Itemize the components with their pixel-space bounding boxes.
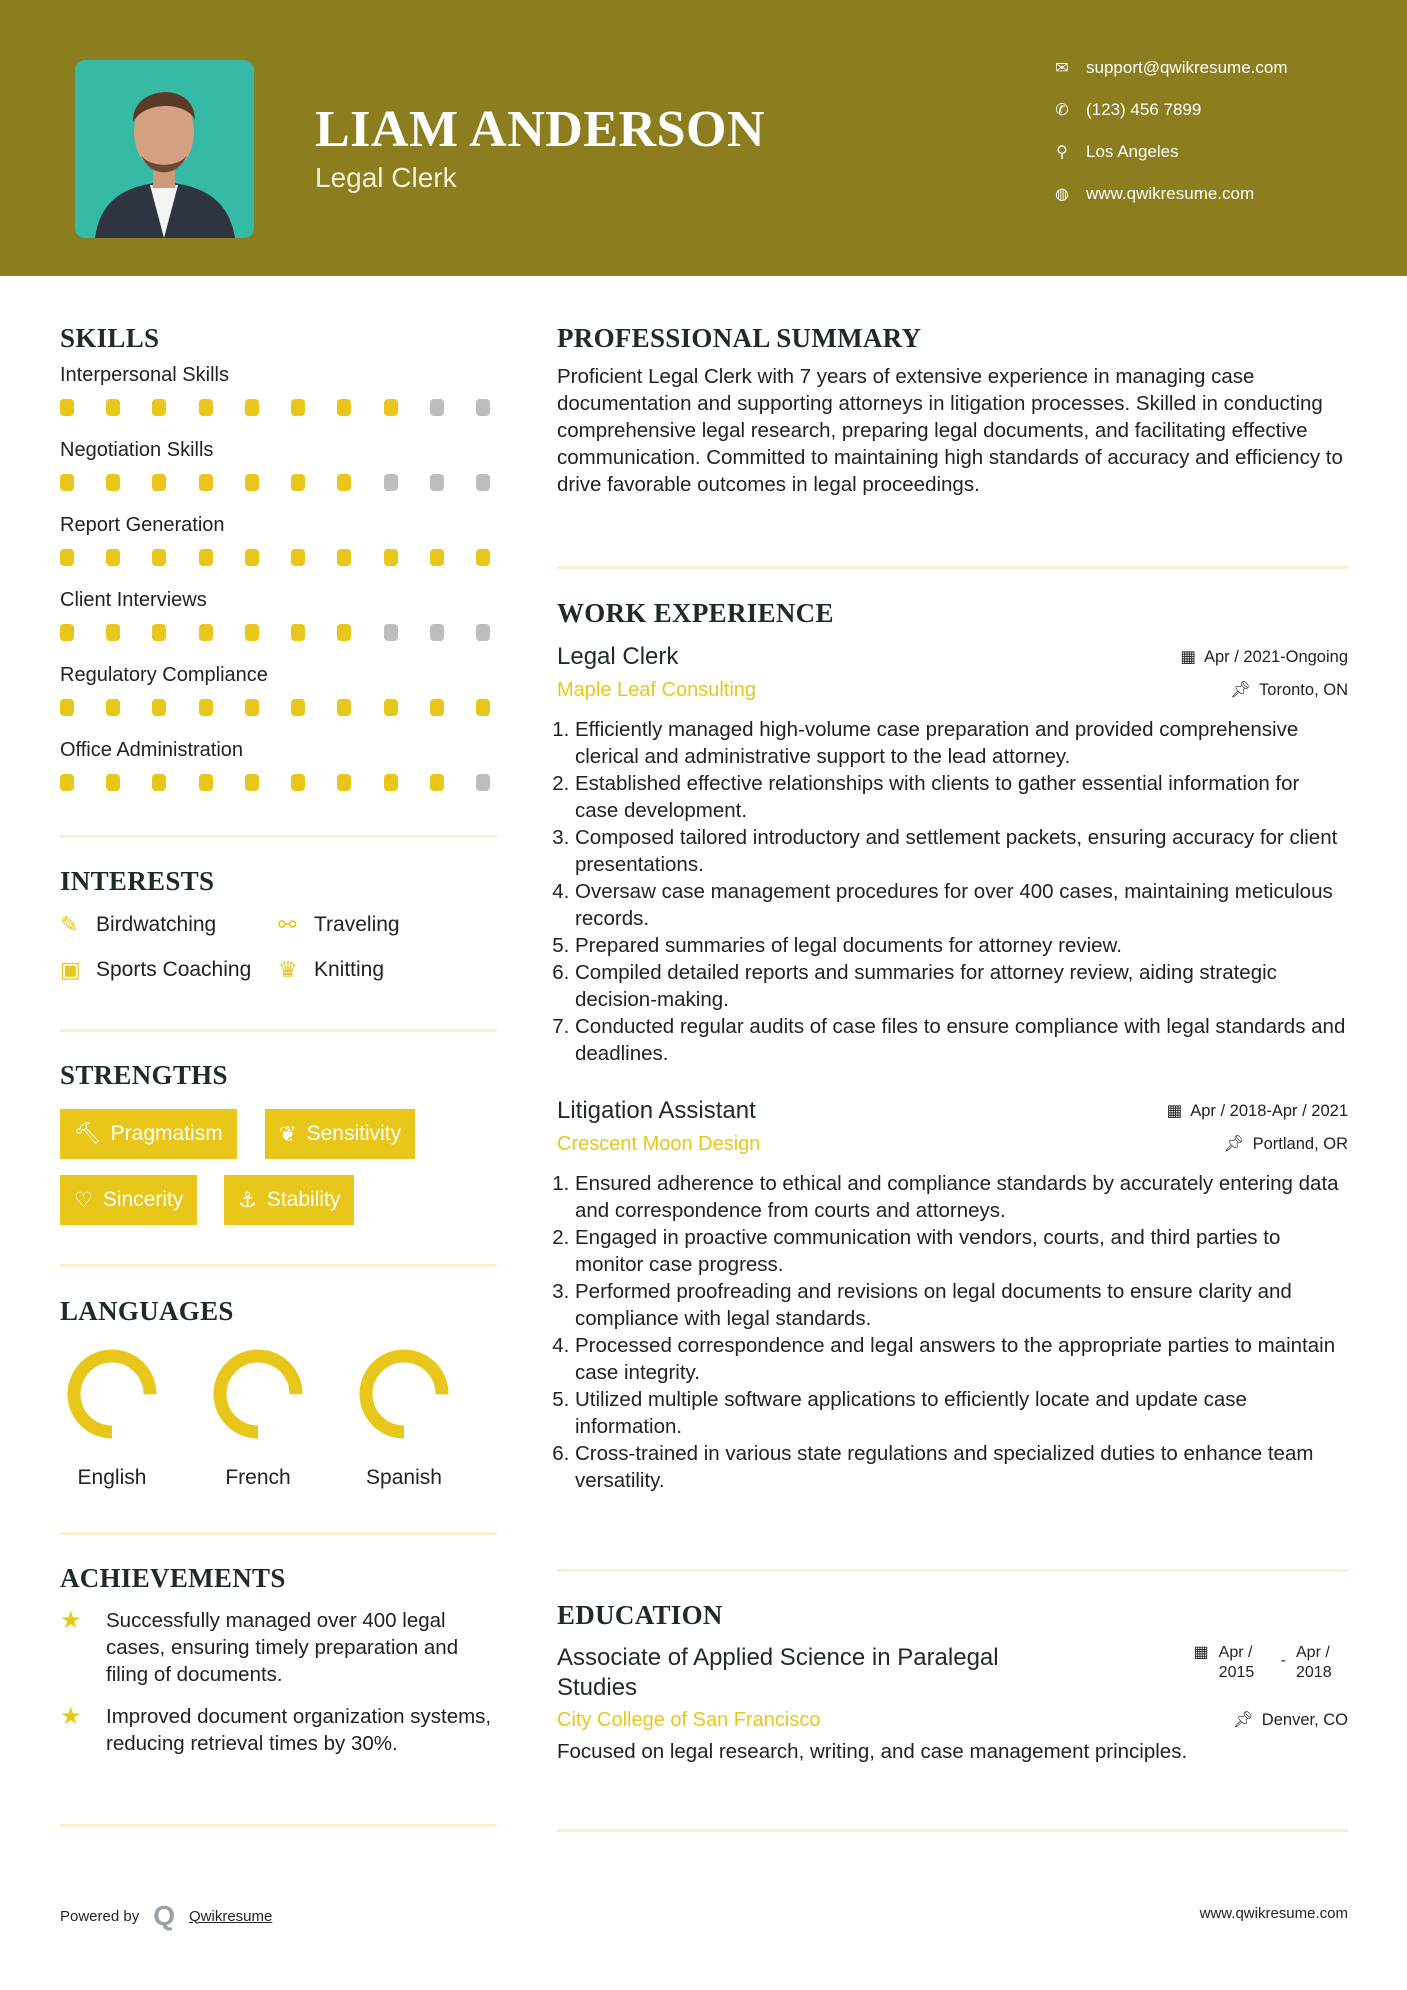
divider [557,1569,1348,1572]
interest-item [278,957,384,983]
strength-badge [60,1109,237,1159]
job-bullet: 1. Efficiently managed high-volume case preparation and provided comprehensive clerical and administrative support to the lead attorney. [575,716,1348,770]
skill-rating [60,774,490,791]
divider [60,1029,497,1032]
education-section [557,1600,1348,1765]
pin-icon: 📌︎ [1230,681,1252,699]
divider [60,835,497,838]
skill-label: Regulatory Compliance [60,664,268,686]
job-bullet: 2. Engaged in proactive communication with vendors, courts, and third parties to monitor case progress. [575,1224,1348,1278]
interest-item [278,912,400,938]
rating-dot-filled [199,699,213,716]
suitcase-icon: ▣ [60,957,81,982]
job-bullet: 6. Cross-trained in various state regulations and specialized duties to enhance team versatility. [575,1440,1348,1494]
divider [557,1829,1348,1832]
skill-item [60,589,497,641]
interest-label: Birdwatching [96,913,217,936]
edu-end: Apr / 2018 [1296,1644,1332,1681]
strengths-heading: STRENGTHS [60,1060,228,1090]
rating-dot-filled [430,549,444,566]
divider [557,566,1348,569]
rating-dot-filled [384,549,398,566]
rating-dot-filled [152,774,166,791]
school-name: City College of San Francisco [557,1709,821,1731]
job-bullet: 4. Oversaw case management procedures for over 400 cases, maintaining meticulous records. [575,878,1348,932]
rating-dot-filled [245,624,259,641]
rating-dot-filled [60,549,74,566]
rating-dot-empty [430,399,444,416]
job-bullet: 5. Prepared summaries of legal documents for attorney review. [575,932,1348,959]
rating-dot-filled [199,399,213,416]
skill-item [60,439,497,491]
languages-heading: LANGUAGES [60,1296,234,1326]
language-progress-ring [208,1344,308,1444]
skill-label: Report Generation [60,514,225,536]
language-label: French [225,1466,291,1489]
location-text: Portland, OR [1252,1135,1348,1153]
rating-dot-filled [291,474,305,491]
job-bullet: 2. Established effective relationships with clients to gather essential information for case development. [575,770,1348,824]
language-item [344,1344,464,1490]
strength-label: Pragmatism [110,1122,223,1145]
location-text: Los Angeles [1086,142,1179,161]
education-heading: EDUCATION [557,1600,723,1630]
company-name: Crescent Moon Design [557,1133,761,1155]
skill-label: Interpersonal Skills [60,364,229,386]
job-entry [557,643,1348,1067]
skills-section [60,323,497,814]
rating-dot-empty [476,399,490,416]
contact-location [1052,142,1179,162]
qwikresume-link[interactable]: Qwikresume [189,1907,273,1925]
rating-dot-filled [337,399,351,416]
rating-dot-filled [337,774,351,791]
summary-text: Proficient Legal Clerk with 7 years of extensive experience in managing case documentation and supporting attorneys in litigation processes. Skilled in conducting comprehensive legal research, preparing legal documents, and facilitating effective communication. Committed to maintaining high standards of accuracy and efficiency to drive favorable outcomes in legal proceedings. [557,365,1343,496]
profile-photo [75,60,254,238]
location-text: Toronto, ON [1259,681,1348,699]
edu-description: Focused on legal research, writing, and case management principles. [557,1740,1188,1763]
rating-dot-empty [476,624,490,641]
calendar-icon: ▦ [1166,1102,1183,1120]
job-date [1167,1101,1348,1121]
rating-dot-filled [476,699,490,716]
skill-item [60,664,497,716]
job-bullets [557,1170,1348,1494]
rating-dot-filled [245,774,259,791]
calendar-icon: ▦ [1193,1644,1209,1661]
skill-label: Office Administration [60,739,244,761]
rating-dot-filled [337,699,351,716]
divider [60,1264,497,1267]
globe-icon: ◍ [1055,186,1069,203]
header [0,0,1407,276]
achievement-text: Successfully managed over 400 legal cases, ensuring timely preparation and filing of documents. [106,1609,459,1686]
contact-email[interactable] [1052,58,1288,78]
job-bullet: 1. Ensured adherence to ethical and compliance standards by accurately entering data and correspondence from courts and attorneys. [575,1170,1348,1224]
rating-dot-filled [152,624,166,641]
job-location [1224,1135,1348,1154]
rating-dot-filled [60,474,74,491]
skill-rating [60,624,490,641]
rating-dot-empty [384,474,398,491]
contact-phone[interactable] [1052,100,1201,120]
job-entry [557,1097,1348,1494]
rating-dot-empty [430,624,444,641]
date-separator: - [1280,1652,1286,1669]
job-bullet: 6. Compiled detailed reports and summaries for attorney review, aiding strategic decision-making. [575,959,1348,1013]
website-text: www.qwikresume.com [1086,184,1255,203]
interests-heading: INTERESTS [60,866,215,896]
job-bullet: 5. Utilized multiple software applications to efficiently locate and update case information. [575,1386,1348,1440]
language-item [52,1344,172,1490]
skill-rating [60,549,490,566]
achievement-item [60,1607,500,1688]
rating-dot-filled [384,774,398,791]
rating-dot-filled [291,699,305,716]
language-progress-ring [354,1344,454,1444]
language-item [198,1344,318,1490]
strength-badge [224,1175,354,1225]
achievement-text: Improved document organization systems, reducing retrieval times by 30%. [106,1705,492,1755]
rating-dot-filled [60,624,74,641]
strength-badge [265,1109,415,1159]
strength-label: Stability [266,1188,341,1211]
rating-dot-filled [291,399,305,416]
rating-dot-empty [384,624,398,641]
rating-dot-filled [476,549,490,566]
envelope-icon: ✉ [1055,60,1069,77]
rating-dot-filled [106,399,120,416]
rating-dot-filled [199,474,213,491]
strength-label: Sincerity [102,1188,184,1211]
language-progress-ring [62,1344,162,1444]
phone-icon: ✆ [1055,102,1069,119]
edu-start: Apr / 2015 [1218,1644,1255,1681]
company-name: Maple Leaf Consulting [557,679,757,701]
rating-dot-filled [245,549,259,566]
powered-by-text: Powered by [60,1907,140,1925]
edit-icon: ✎ [60,912,79,937]
skill-rating [60,474,490,491]
binoculars-icon: ⚯ [278,912,297,937]
interest-item [60,912,216,938]
rating-dot-filled [245,699,259,716]
rating-dot-filled [199,549,213,566]
rating-dot-filled [152,474,166,491]
rating-dot-filled [430,774,444,791]
star-icon: ★ [60,1607,82,1634]
rating-dot-filled [245,399,259,416]
job-bullets [557,716,1348,1067]
experience-heading: WORK EXPERIENCE [557,598,834,628]
job-bullet: 3. Performed proofreading and revisions on legal documents to ensure clarity and compliance with legal standards. [575,1278,1348,1332]
date-text: Apr / 2018-Apr / 2021 [1190,1101,1348,1120]
date-text: Apr / 2021-Ongoing [1203,647,1348,666]
rating-dot-filled [106,699,120,716]
degree-title: Associate of Applied Science in Paralegal Studies [557,1644,999,1701]
rating-dot-filled [291,549,305,566]
rating-dot-filled [245,474,259,491]
anchor-icon: ⚓︎ [238,1188,257,1212]
interest-item [60,957,251,983]
summary-section [557,323,1348,498]
rating-dot-filled [199,774,213,791]
rating-dot-filled [152,549,166,566]
job-bullet: 3. Composed tailored introductory and settlement packets, ensuring accuracy for client presentations. [575,824,1348,878]
language-label: Spanish [366,1466,442,1489]
interest-label: Knitting [314,958,385,981]
job-date [1180,647,1348,667]
candidate-name: LIAM ANDERSON [315,101,765,158]
trophy-icon: ♛ [278,957,298,982]
rating-dot-filled [291,624,305,641]
pin-icon: 📌︎ [1223,1135,1245,1153]
divider [60,1824,497,1827]
qwikresume-logo-icon: Q [153,1900,175,1931]
skill-label: Negotiation Skills [60,439,214,461]
rating-dot-filled [384,699,398,716]
heart-icon: ♡ [74,1188,93,1212]
rating-dot-filled [60,699,74,716]
rating-dot-filled [106,624,120,641]
calendar-icon: ▦ [1180,648,1196,666]
strength-label: Sensitivity [306,1122,402,1145]
footer-powered [60,1900,272,1932]
rating-dot-filled [337,474,351,491]
skill-rating [60,399,490,416]
contact-website[interactable] [1052,184,1254,204]
achievements-heading: ACHIEVEMENTS [60,1563,286,1593]
map-marker-icon: ⚲ [1056,144,1068,161]
pin-icon: 📌︎ [1232,1711,1254,1729]
summary-heading: PROFESSIONAL SUMMARY [557,323,922,353]
skill-label: Client Interviews [60,589,207,611]
star-icon: ★ [60,1703,82,1730]
interest-label: Traveling [314,913,400,936]
skill-item [60,364,497,416]
interest-label: Sports Coaching [96,958,252,981]
skill-rating [60,699,490,716]
rating-dot-filled [384,399,398,416]
rating-dot-filled [152,699,166,716]
job-title: Legal Clerk [557,643,679,670]
rating-dot-filled [60,774,74,791]
footer-website[interactable]: www.qwikresume.com [1199,1905,1348,1922]
email-text: support@qwikresume.com [1086,58,1288,77]
rating-dot-filled [337,549,351,566]
rating-dot-empty [476,474,490,491]
rating-dot-filled [199,624,213,641]
job-title: Litigation Assistant [557,1097,756,1124]
phone-text: (123) 456 7899 [1086,100,1202,119]
divider [60,1532,497,1535]
experience-section [557,598,1348,1494]
achievement-item [60,1703,500,1757]
rating-dot-filled [152,399,166,416]
skill-item [60,739,497,791]
edu-location [1233,1711,1348,1730]
rating-dot-filled [60,399,74,416]
candidate-title: Legal Clerk [315,162,457,193]
skills-heading: SKILLS [60,323,160,353]
rating-dot-filled [106,474,120,491]
rating-dot-empty [430,474,444,491]
skill-item [60,514,497,566]
rating-dot-filled [291,774,305,791]
job-location [1230,681,1348,700]
rating-dot-filled [337,624,351,641]
leaf-icon: ❦ [279,1122,297,1146]
job-bullet: 7. Conducted regular audits of case files to ensure compliance with legal standards and deadlines. [575,1013,1348,1067]
rating-dot-filled [106,774,120,791]
strength-badge [60,1175,197,1225]
location-text: Denver, CO [1261,1711,1348,1729]
rating-dot-empty [476,774,490,791]
rating-dot-filled [106,549,120,566]
job-bullet: 4. Processed correspondence and legal answers to the appropriate parties to maintain case integrity. [575,1332,1348,1386]
rating-dot-filled [430,699,444,716]
gavel-icon: 🔨︎ [74,1122,101,1145]
language-label: English [77,1466,147,1489]
